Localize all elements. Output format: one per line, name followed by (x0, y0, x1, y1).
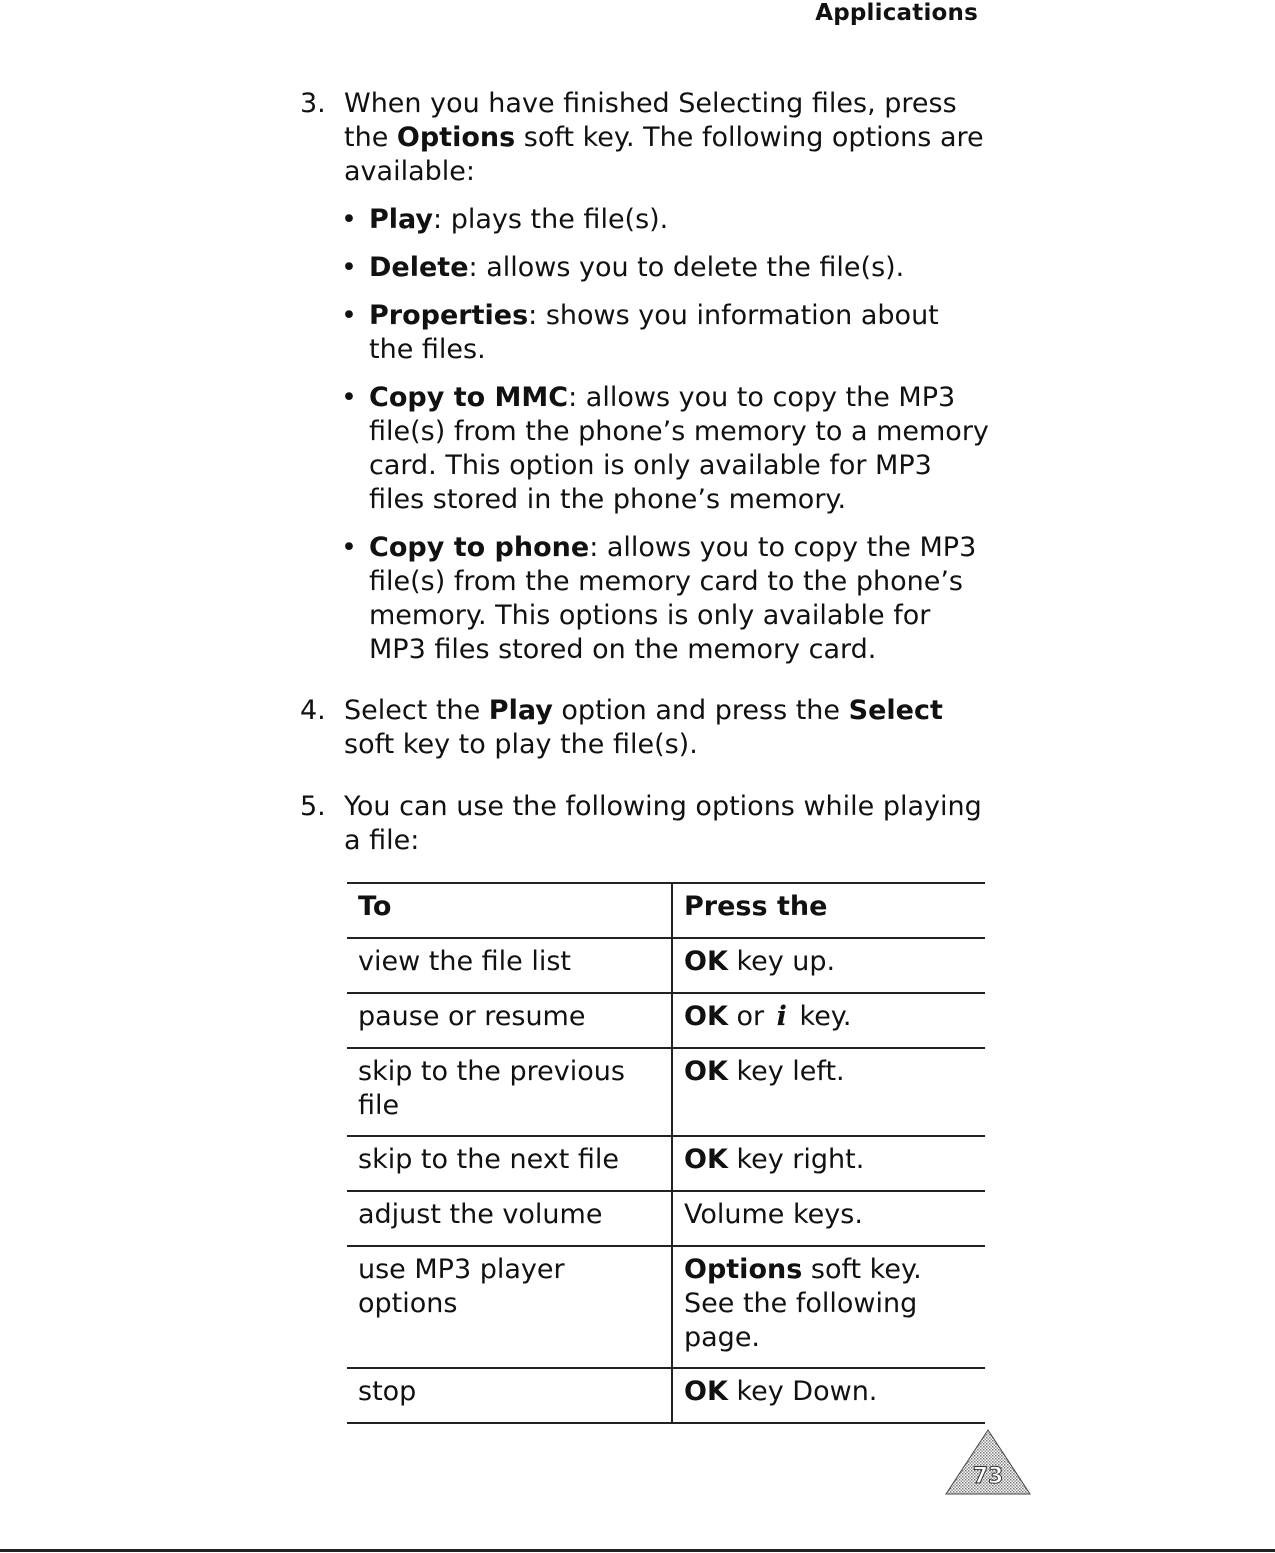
bullet-icon: • (341, 382, 357, 413)
table-cell-key (672, 1048, 985, 1136)
bottom-rule (0, 1549, 1275, 1552)
key-text: key left. (727, 1056, 845, 1087)
bullet-item (341, 299, 991, 367)
key-text: key up. (727, 946, 836, 977)
table-cell-action: pause or resume (347, 993, 672, 1048)
bullet-icon: • (341, 300, 357, 331)
table-cell-action: use MP3 player options (347, 1246, 672, 1368)
key-name: OK (684, 1144, 728, 1175)
bullet-item (341, 381, 991, 517)
step-3 (300, 87, 990, 189)
table-cell-key (672, 1136, 985, 1191)
table-row (347, 993, 985, 1048)
key-text: or (727, 1001, 773, 1032)
bullet-term: Play (369, 204, 434, 235)
table-row (347, 1048, 985, 1136)
key-text: key right. (727, 1144, 865, 1175)
table-header: To (347, 883, 672, 938)
table-header-row (347, 883, 985, 938)
key-text: key Down. (727, 1376, 878, 1407)
player-keys-table (347, 882, 985, 1424)
step-keyword: Select (848, 695, 943, 726)
table-cell-action: skip to the previous file (347, 1048, 672, 1136)
step-text-part: When you have finished Selecting files, press the (344, 88, 957, 153)
bullet-term: Copy to MMC (369, 382, 569, 413)
bullet-desc: : plays the file(s). (433, 204, 669, 235)
section-header: Applications (815, 0, 978, 26)
step-text (344, 87, 990, 189)
step-4 (300, 694, 990, 762)
key-name: OK (684, 1001, 728, 1032)
step-text-part: option and press the (552, 695, 849, 726)
step-text-part: Select the (344, 695, 489, 726)
bullet-desc: : allows you to delete the file(s). (468, 252, 905, 283)
table-row (347, 938, 985, 993)
key-text: key. (790, 1001, 852, 1032)
table-row (347, 1368, 985, 1423)
step-number: 4. (300, 695, 326, 726)
step-text (344, 694, 990, 762)
step-5 (300, 790, 990, 858)
step-number: 3. (300, 88, 326, 119)
step-number: 5. (300, 791, 326, 822)
key-name: OK (684, 1056, 728, 1087)
table-cell-action: view the file list (347, 938, 672, 993)
bullet-term: Properties (369, 300, 529, 331)
table-header: Press the (672, 883, 985, 938)
page-number: 73 (972, 1464, 1004, 1489)
bullet-desc: : allows you to copy the MP3 file(s) from the phone’s memory to a memory card. This option is only available for MP3 files stored in the phone’s memory. (369, 382, 989, 515)
table-cell-key (672, 1191, 985, 1246)
bullet-item (341, 203, 991, 237)
table-cell-key (672, 938, 985, 993)
key-text: soft key. See the following page. (684, 1254, 922, 1353)
table-cell-key (672, 1246, 985, 1368)
table-row (347, 1246, 985, 1368)
bullet-item (341, 251, 991, 285)
table-cell-action: adjust the volume (347, 1191, 672, 1246)
key-name: OK (684, 946, 728, 977)
bullet-item (341, 531, 991, 667)
step-text-part: soft key. The following options are available: (344, 122, 984, 187)
key-text: Volume keys. (684, 1199, 863, 1230)
table-cell-action: skip to the next file (347, 1136, 672, 1191)
bullet-icon: • (341, 252, 357, 283)
step-keyword: Options (396, 122, 516, 153)
table-cell-key (672, 993, 985, 1048)
table-row (347, 1191, 985, 1246)
step-text: You can use the following options while playing a file: (344, 791, 982, 856)
table-cell-action: stop (347, 1368, 672, 1423)
table-row (347, 1136, 985, 1191)
bullet-term: Delete (369, 252, 469, 283)
bullet-icon: • (341, 532, 357, 563)
bullet-desc: : allows you to copy the MP3 file(s) from the memory card to the phone’s memory. This options is only available for MP3 files stored on the memory card. (369, 532, 977, 665)
key-name: Options (684, 1254, 803, 1285)
info-key-icon: i (776, 1001, 787, 1032)
bullet-icon: • (341, 204, 357, 235)
step-keyword: Play (488, 695, 553, 726)
key-name: OK (684, 1376, 728, 1407)
bullet-term: Copy to phone (369, 532, 590, 563)
step-text-part: soft key to play the file(s). (344, 729, 698, 760)
table-cell-key (672, 1368, 985, 1423)
bullet-desc: : shows you information about the files. (369, 300, 939, 365)
page-number-triangle-icon (944, 1428, 1032, 1498)
